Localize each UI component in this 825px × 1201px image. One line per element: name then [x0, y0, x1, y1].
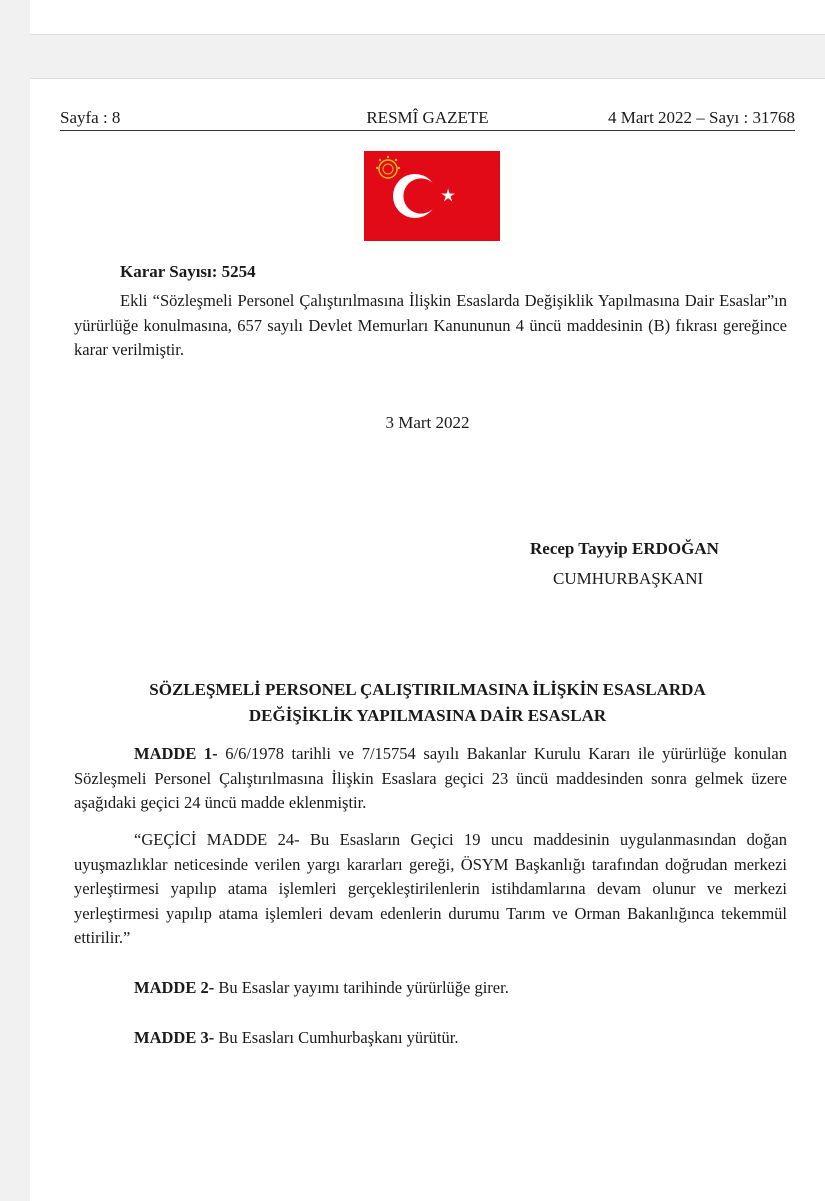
article-1 [74, 742, 787, 816]
temporary-article-24-quote: “GEÇİCİ MADDE 24- Bu Esasların Geçici 19 uncu maddesinin uygulanmasından doğan uyuşmazlıklar neticesinde verilen yargı kararları gereği, ÖSYM Başkanlığı tarafından doğrudan merkezi yerleştirmesi yapılıp atama işlemleri gerçekleştirilenlerin istihdamlarına devam olunur ve merkezi yerleştirmesi yapılıp atama işlemleri devam edenlerin durumu Tarım ve Orman Bakanlığınca tekemmül ettirilir.” [74, 830, 787, 947]
decision-date: 3 Mart 2022 [385, 413, 470, 432]
signatory-title: CUMHURBAŞKANI [553, 569, 704, 588]
gazette-page [30, 78, 825, 1201]
article-1-label: MADDE 1- [134, 744, 218, 763]
decision-text: Ekli “Sözleşmeli Personel Çalıştırılmasına İlişkin Esaslarda Değişiklik Yapılmasına Dair Esaslar”ın yürürlüğe konulmasına, 657 sayılı Devlet Memurları Kanununun 4 üncü maddesinin (B) fıkrası gereğince karar verilmiştir. [74, 291, 787, 359]
signatory-name: Recep Tayyip ERDOĞAN [530, 539, 719, 558]
article-3-label: MADDE 3- [134, 1028, 215, 1047]
page-number: Sayfa : 8 [60, 108, 121, 127]
decision-number: Karar Sayısı: 5254 [120, 262, 256, 281]
page-header [60, 106, 795, 131]
previous-page-edge [30, 0, 825, 35]
document-title-line-2: DEĞİŞİKLİK YAPILMASINA DAİR ESASLAR [248, 706, 607, 725]
article-2 [134, 976, 509, 1001]
article-3 [134, 1026, 458, 1051]
gazette-name: RESMÎ GAZETE [366, 108, 489, 127]
article-3-text: Bu Esasları Cumhurbaşkanı yürütür. [214, 1028, 459, 1047]
article-2-label: MADDE 2- [134, 978, 215, 997]
document-title-line-1: SÖZLEŞMELİ PERSONEL ÇALIŞTIRILMASINA İLİŞKİN ESASLARDA [149, 680, 706, 699]
issue-date-number: 4 Mart 2022 – Sayı : 31768 [608, 108, 795, 127]
article-1-text: 6/6/1978 tarihli ve 7/15754 sayılı Bakanlar Kurulu Kararı ile yürürlüğe konulan Sözleşmeli Personel Çalıştırılmasına İlişkin Esaslara geçici 23 üncü maddesinden sonra gelmek üzere aşağıdaki geçici 24 üncü madde eklenmiştir. [74, 744, 787, 812]
article-2-text: Bu Esaslar yayımı tarihinde yürürlüğe girer. [214, 978, 509, 997]
turkish-flag-icon [364, 151, 500, 241]
